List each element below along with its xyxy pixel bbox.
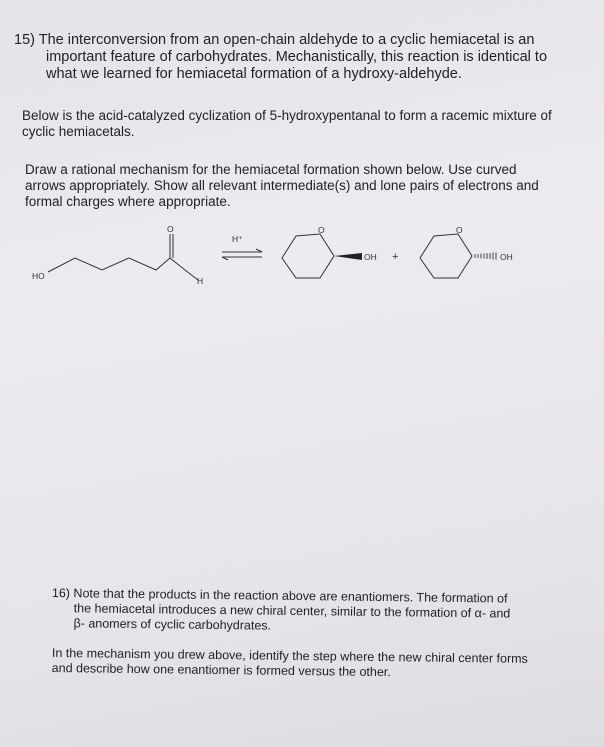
reaction-scheme <box>20 220 540 300</box>
product-2-hash-bond <box>475 253 496 260</box>
question-16-number: 16) <box>51 586 71 601</box>
catalyst-label: H⁺ <box>232 234 243 244</box>
question-15-below-text: Below is the acid-catalyzed cyclization of 5-hydroxypentanal to form a racemic mixture of cyclic hemiacetals. <box>22 108 552 139</box>
product-1-ring-o-label: O <box>318 225 325 235</box>
reactant-carbonyl-o-label: O <box>167 224 174 234</box>
question-15-instructions: Draw a rational mechanism for the hemiacetal formation shown below. Use curved arrows appropriately. Show all relevant intermediate(s) and lone pairs of electrons and formal charges where appropriate. <box>25 162 539 209</box>
reactant-aldehyde-h-label: H <box>197 276 204 286</box>
question-15-number: 15) <box>14 32 35 48</box>
product-1-ring <box>282 234 334 278</box>
question-16-body: Note that the products in the reaction above are enantiomers. The formation of the hemiacetal introduces a new chiral center, similar to the formation of α- and β- anomers of cyclic carbohydrates. <box>73 586 511 633</box>
question-16-text <box>51 586 522 637</box>
question-16-prompt: In the mechanism you drew above, identify the step where the new chiral center forms and describe how one enantiomer is formed versus the other. <box>51 646 528 680</box>
reactant-ho-label: HO <box>32 271 45 281</box>
product-2-oh-label: OH <box>500 252 513 262</box>
product-1-oh-label: OH <box>364 252 377 262</box>
product-2-ring-o-label: O <box>456 225 463 235</box>
question-15-intro-text: The interconversion from an open-chain aldehyde to a cyclic hemiacetal is an important feature of carbohydrates. Mechanistically, this reaction is identical to what we learned for hemiacetal formation of a hydroxy-aldehyde. <box>38 32 548 82</box>
product-2-ring <box>420 234 472 278</box>
question-15-intro <box>14 32 574 83</box>
reactant-structure <box>48 234 198 280</box>
plus-sign: + <box>392 251 399 263</box>
product-1-wedge-bond <box>334 253 362 260</box>
equilibrium-arrows <box>222 249 262 260</box>
